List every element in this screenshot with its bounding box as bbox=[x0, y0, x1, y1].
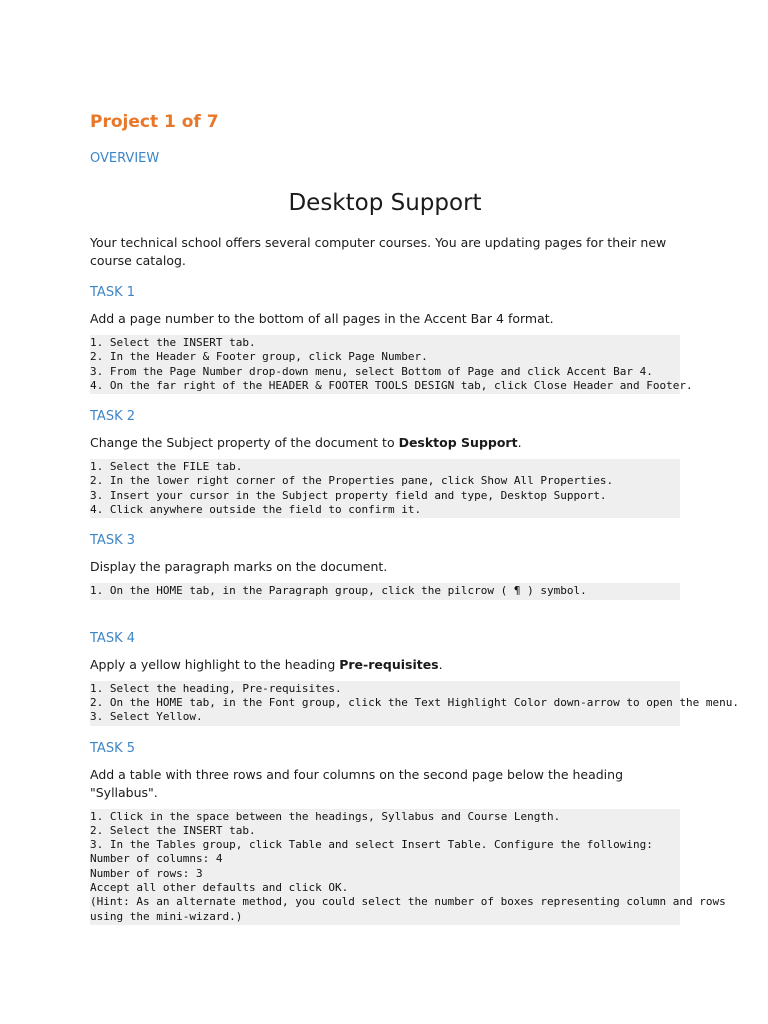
step-line: 3. In the Tables group, click Table and select Insert Table. Configure the following: bbox=[90, 838, 653, 852]
task-description-end: . bbox=[438, 656, 443, 672]
task-description bbox=[90, 766, 680, 802]
task-description bbox=[90, 656, 680, 674]
task-label: TASK 5 bbox=[90, 740, 136, 756]
step-line: Number of columns: 4 bbox=[90, 852, 223, 866]
task-description-text: Add a page number to the bottom of all pages in the Accent Bar 4 format. bbox=[90, 311, 554, 326]
task-description bbox=[90, 558, 680, 576]
task-steps bbox=[90, 459, 680, 518]
task-description bbox=[90, 434, 680, 452]
task-description bbox=[90, 310, 680, 328]
step-line: 3. Select Yellow. bbox=[90, 710, 203, 724]
step-line: 3. Insert your cursor in the Subject property field and type, Desktop Support. bbox=[90, 488, 607, 502]
step-line: 2. In the lower right corner of the Properties pane, click Show All Properties. bbox=[90, 474, 614, 488]
step-line: 4. Click anywhere outside the field to confirm it. bbox=[90, 503, 422, 517]
step-line: 2. Select the INSERT tab. bbox=[90, 823, 256, 837]
step-line: (Hint: As an alternate method, you could select the number of boxes representing column and rows bbox=[90, 895, 726, 909]
task-5 bbox=[90, 740, 726, 925]
task-steps bbox=[90, 583, 680, 599]
task-description-end: . bbox=[517, 435, 522, 451]
step-line: 4. On the far right of the HEADER & FOOTER TOOLS DESIGN tab, click Close Header and Footer. bbox=[90, 378, 693, 392]
task-description-bold: Desktop Support bbox=[398, 435, 518, 451]
task-description-text: Add a table with three rows and four columns on the second page below the heading "Syllabus". bbox=[90, 766, 624, 800]
step-line: 1. Select the INSERT tab. bbox=[90, 336, 256, 349]
step-line: 2. In the Header & Footer group, click Page Number. bbox=[90, 350, 428, 364]
task-label: TASK 2 bbox=[90, 409, 136, 425]
task-steps bbox=[90, 335, 693, 394]
project-title: Project 1 of 7 bbox=[90, 112, 219, 132]
step-line: 1. Select the FILE tab. bbox=[90, 460, 243, 474]
step-line: 1. Click in the space between the headings, Syllabus and Course Length. bbox=[90, 809, 561, 823]
step-line: Number of rows: 3 bbox=[90, 866, 203, 880]
task-label: TASK 1 bbox=[90, 285, 136, 300]
overview-label: OVERVIEW bbox=[90, 151, 160, 166]
document-title: Desktop Support bbox=[288, 190, 482, 216]
task-description-text: Apply a yellow highlight to the heading bbox=[90, 656, 340, 672]
step-line: using the mini-wizard.) bbox=[90, 909, 243, 923]
task-description-bold: Pre-requisites bbox=[339, 656, 439, 672]
task-steps bbox=[90, 681, 740, 726]
step-line: Accept all other defaults and click OK. bbox=[90, 881, 349, 895]
task-2 bbox=[90, 408, 680, 518]
task-label: TASK 3 bbox=[90, 533, 136, 549]
step-line: 2. On the HOME tab, in the Font group, click the Text Highlight Color down-arrow to open the menu. bbox=[90, 695, 740, 709]
task-description-text: Change the Subject property of the document to bbox=[90, 435, 399, 451]
task-3 bbox=[90, 532, 680, 599]
intro-paragraph: Your technical school offers several computer courses. You are updating pages for their new course catalog. bbox=[90, 235, 667, 268]
step-line: 3. From the Page Number drop-down menu, select Bottom of Page and click Accent Bar 4. bbox=[90, 364, 653, 378]
document-page bbox=[90, 110, 740, 925]
task-steps bbox=[90, 809, 726, 925]
task-label: TASK 4 bbox=[90, 630, 136, 646]
task-description-text: Display the paragraph marks on the document. bbox=[90, 559, 388, 575]
task-1 bbox=[90, 284, 693, 394]
task-4 bbox=[90, 630, 740, 726]
step-line: 1. Select the heading, Pre-requisites. bbox=[90, 681, 342, 695]
step-line: 1. On the HOME tab, in the Paragraph group, click the pilcrow ( ¶ ) symbol. bbox=[90, 584, 587, 598]
